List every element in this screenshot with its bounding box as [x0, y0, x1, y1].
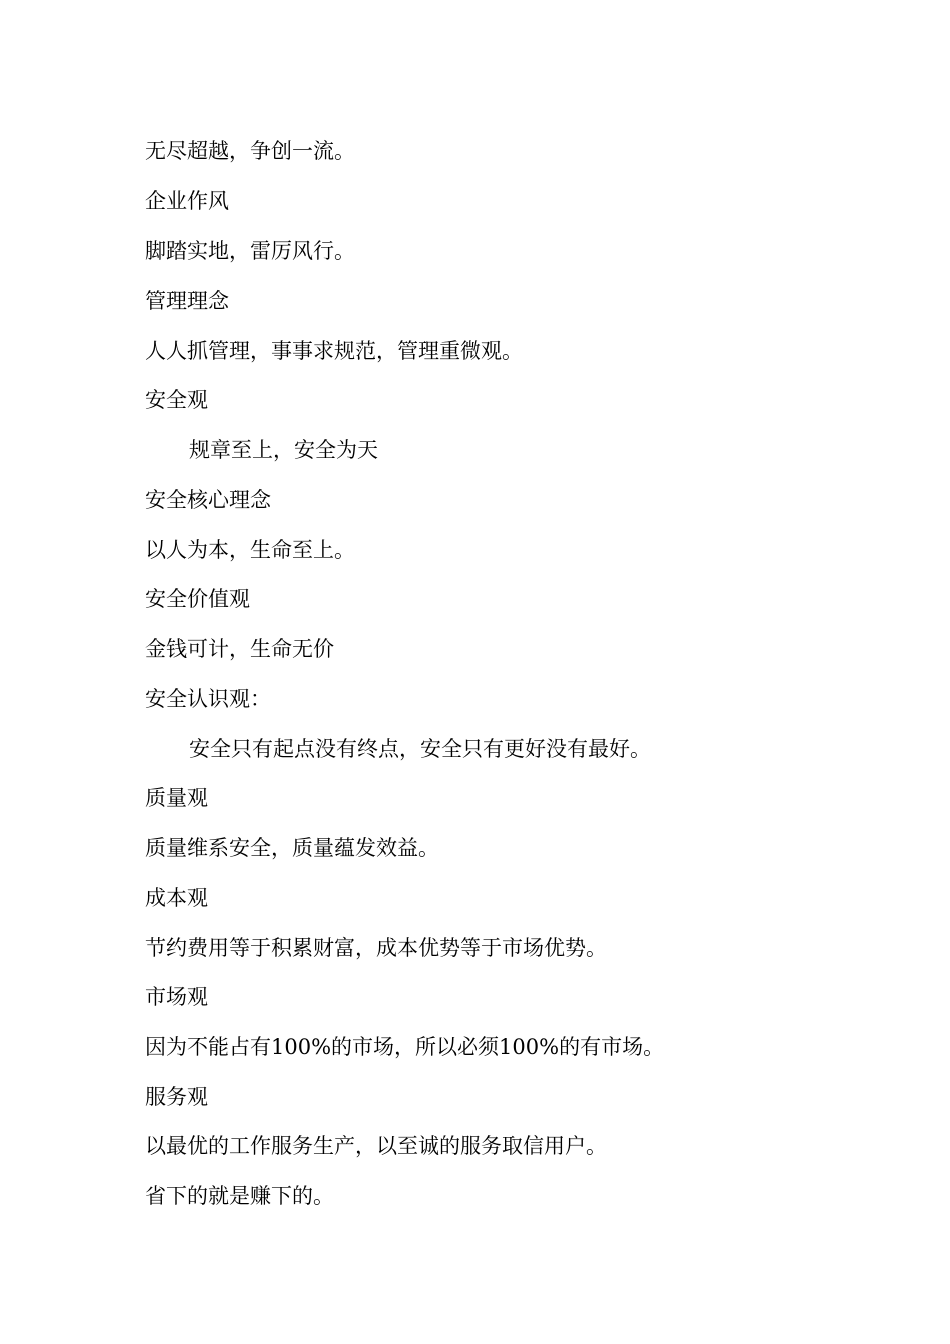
text-line: 省下的就是赚下的。 — [145, 1184, 334, 1208]
text-line: 人人抓管理，事事求规范，管理重微观。 — [145, 339, 523, 363]
text-line-indented: 安全只有起点没有终点，安全只有更好没有最好。 — [189, 737, 651, 761]
section-heading: 安全价值观 — [145, 587, 250, 611]
text-line: 以最优的工作服务生产，以至诚的服务取信用户。 — [145, 1134, 607, 1158]
text-line-indented: 规章至上，安全为天 — [189, 438, 378, 462]
section-heading: 质量观 — [145, 786, 208, 810]
text-line: 无尽超越，争创一流。 — [145, 139, 355, 163]
section-heading: 安全观 — [145, 388, 208, 412]
text-line: 金钱可计，生命无价 — [145, 637, 334, 661]
text-line: 因为不能占有100%的市场，所以必须100%的有市场。 — [145, 1035, 665, 1059]
section-heading: 市场观 — [145, 985, 208, 1009]
section-heading: 管理理念 — [145, 289, 229, 313]
text-line: 以人为本，生命至上。 — [145, 538, 355, 562]
section-heading: 服务观 — [145, 1085, 208, 1109]
text-line: 脚踏实地，雷厉风行。 — [145, 239, 355, 263]
section-heading: 安全认识观： — [145, 687, 271, 711]
section-heading: 安全核心理念 — [145, 488, 271, 512]
section-heading: 成本观 — [145, 886, 208, 910]
text-line: 节约费用等于积累财富，成本优势等于市场优势。 — [145, 936, 607, 960]
text-line: 质量维系安全，质量蕴发效益。 — [145, 836, 439, 860]
section-heading: 企业作风 — [145, 189, 229, 213]
